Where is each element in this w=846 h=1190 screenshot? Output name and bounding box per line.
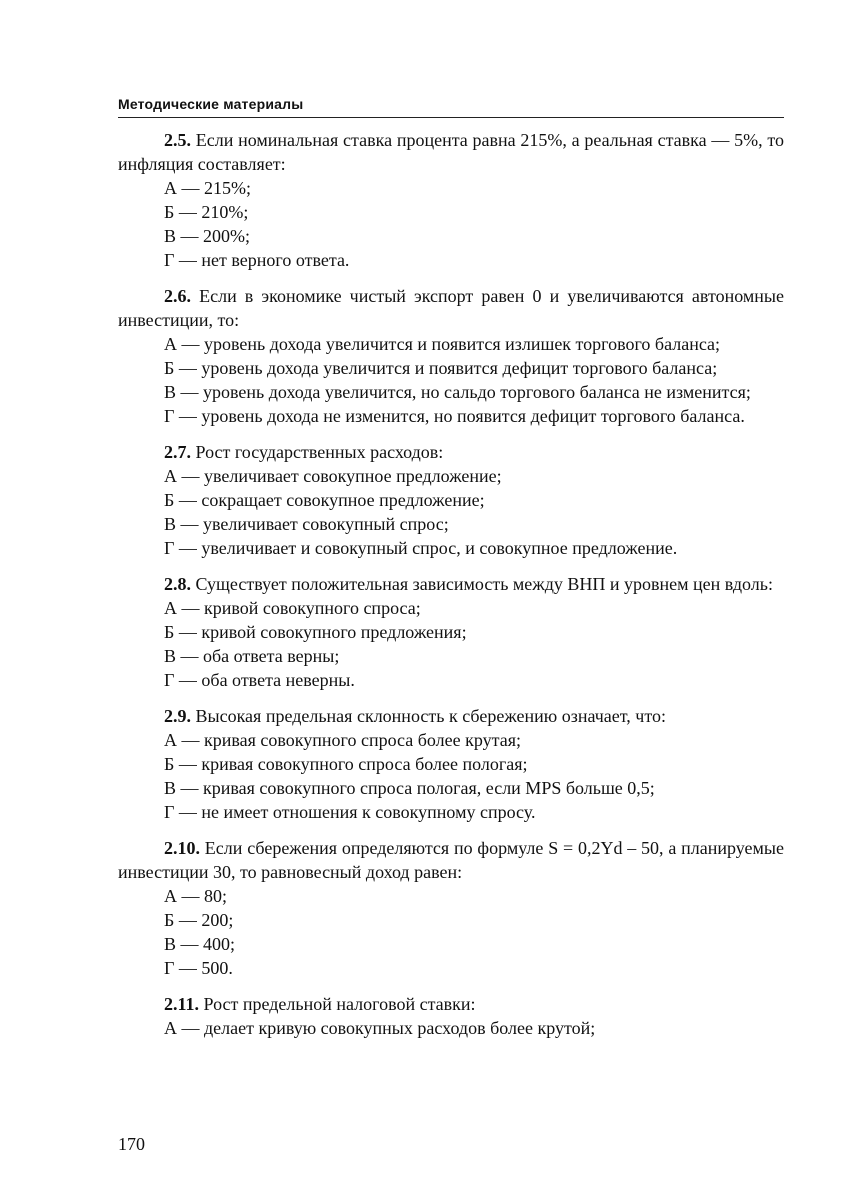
question-text: Рост предельной налоговой ставки: bbox=[199, 994, 476, 1014]
answer-option-c: В — оба ответа верны; bbox=[164, 646, 340, 666]
answer-option-d: Г — нет верного ответа. bbox=[164, 250, 350, 270]
answer-option-d: Г — не имеет отношения к совокупному спросу. bbox=[164, 802, 536, 822]
answer-option-a: А — кривая совокупного спроса более крутая; bbox=[164, 730, 521, 750]
question-stem bbox=[118, 704, 784, 728]
answer-option-a: А — 80; bbox=[164, 886, 227, 906]
question-number: 2.10. bbox=[164, 838, 200, 858]
question-text: Высокая предельная склонность к сбережению означает, что: bbox=[191, 706, 666, 726]
question-number: 2.6. bbox=[164, 286, 191, 306]
answer-option-b: Б — кривой совокупного предложения; bbox=[164, 622, 467, 642]
question-2-9 bbox=[118, 704, 784, 824]
question-2-7 bbox=[118, 440, 784, 560]
answer-option-a: А — делает кривую совокупных расходов более крутой; bbox=[164, 1018, 596, 1038]
answer-option-d: Г — уровень дохода не изменится, но появится дефицит торгового баланса. bbox=[164, 406, 745, 426]
answer-option-b: Б — 200; bbox=[164, 910, 234, 930]
question-stem bbox=[118, 836, 784, 884]
answer-option-a: А — 215%; bbox=[164, 178, 251, 198]
answer-option-a: А — увеличивает совокупное предложение; bbox=[164, 466, 502, 486]
question-stem bbox=[118, 992, 784, 1016]
question-stem bbox=[118, 572, 784, 596]
answer-option-c: В — увеличивает совокупный спрос; bbox=[164, 514, 449, 534]
answer-option-d: Г — оба ответа неверны. bbox=[164, 670, 355, 690]
question-stem bbox=[118, 440, 784, 464]
answer-option-b: Б — кривая совокупного спроса более пологая; bbox=[164, 754, 528, 774]
question-stem bbox=[118, 128, 784, 176]
question-2-8 bbox=[118, 572, 784, 692]
answer-option-b: Б — сокращает совокупное предложение; bbox=[164, 490, 485, 510]
answer-option-b: Б — уровень дохода увеличится и появится дефицит торгового баланса; bbox=[164, 358, 718, 378]
question-2-10 bbox=[118, 836, 784, 980]
question-text: Если номинальная ставка процента равна 215%, а реальная ставка — 5%, то инфляция составляет: bbox=[118, 130, 784, 174]
question-number: 2.7. bbox=[164, 442, 191, 462]
document-page bbox=[118, 96, 784, 1052]
question-2-6 bbox=[118, 284, 784, 428]
answer-option-c: В — 200%; bbox=[164, 226, 251, 246]
question-number: 2.11. bbox=[164, 994, 200, 1014]
question-text: Если сбережения определяются по формуле S = 0,2Yd – 50, а планируемые инвестиции 30, то равновесный доход равен: bbox=[118, 838, 784, 882]
question-stem bbox=[118, 284, 784, 332]
question-number: 2.9. bbox=[164, 706, 191, 726]
answer-option-d: Г — увеличивает и совокупный спрос, и совокупное предложение. bbox=[164, 538, 678, 558]
question-text: Рост государственных расходов: bbox=[191, 442, 444, 462]
question-number: 2.8. bbox=[164, 574, 191, 594]
question-number: 2.5. bbox=[164, 130, 191, 150]
answer-option-b: Б — 210%; bbox=[164, 202, 249, 222]
answer-option-c: В — 400; bbox=[164, 934, 236, 954]
answer-option-a: А — кривой совокупного спроса; bbox=[164, 598, 421, 618]
answer-option-c: В — уровень дохода увеличится, но сальдо торгового баланса не изменится; bbox=[164, 382, 751, 402]
question-2-5 bbox=[118, 128, 784, 272]
answer-option-d: Г — 500. bbox=[164, 958, 233, 978]
answer-option-c: В — кривая совокупного спроса пологая, если MPS больше 0,5; bbox=[164, 778, 655, 798]
question-text: Существует положительная зависимость между ВНП и уровнем цен вдоль: bbox=[191, 574, 773, 594]
answer-option-a: А — уровень дохода увеличится и появится излишек торгового баланса; bbox=[164, 334, 721, 354]
running-header-title: Методические материалы bbox=[118, 96, 304, 112]
question-text: Если в экономике чистый экспорт равен 0 и увеличиваются автономные инвестиции, то: bbox=[118, 286, 784, 330]
page-number: 170 bbox=[118, 1134, 145, 1154]
running-header bbox=[118, 96, 784, 118]
question-2-11 bbox=[118, 992, 784, 1040]
